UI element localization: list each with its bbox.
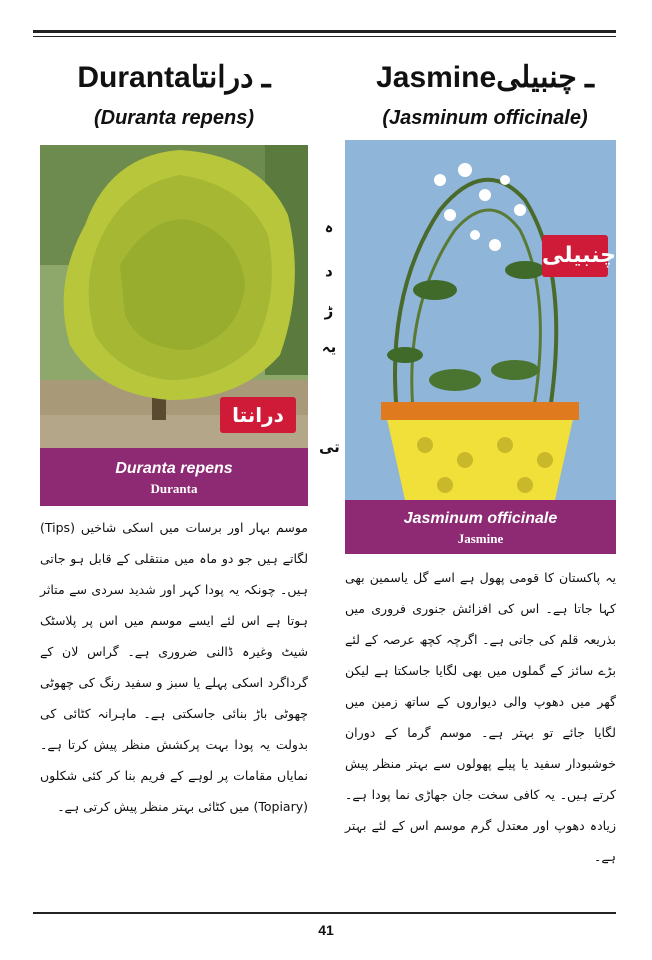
duranta-caption-scientific: Duranta repens: [115, 460, 233, 477]
jasmine-title-en: Jasmine: [376, 61, 497, 94]
bottom-rule: [33, 912, 616, 914]
jasmine-title: [345, 60, 625, 95]
vertical-char: تی: [319, 438, 340, 456]
duranta-paragraph: موسم بہار اور برسات میں اسکی شاخیں (Tips) لگاتے ہیں جو دو ماہ میں منتقلی کے قابل ہو جاتی ہیں۔ چونکہ یہ پودا کہر اور شدید سردی سے متاثر ہوتا ہے اس لئے ایسے موسم میں اس پر پلاسٹک شیٹ وغیرہ ڈالنی ضروری ہے۔ گراس لان کے گرداگرد اسکی پہلے یا سبز و سفید رنگ کی چھوٹی چھوٹی باڑ بنائی جاسکتی ہے۔ ماہرانہ کٹائی کی بدولت یہ پودا بہت پرکشش منظر پیش کرتا ہے۔ نمایاں مقامات پر لوہے کے فریم بنا کر کئی شکلوں (Topiary) میں کٹائی بہتر منظر پیش کرتی ہے۔: [40, 520, 308, 814]
jasmine-subtitle: (Jasminum officinale): [382, 107, 588, 129]
top-rule-thin: [33, 36, 616, 37]
top-rule: [33, 30, 616, 33]
vertical-char: ہ: [324, 218, 334, 236]
jasmine-badge: چنبیلی: [542, 235, 608, 277]
duranta-subtitle: (Duranta repens): [93, 107, 255, 129]
jasmine-caption: [345, 500, 616, 554]
vertical-char: ڑ: [324, 302, 334, 320]
duranta-photo: [40, 145, 308, 448]
duranta-title-en: Duranta: [77, 61, 191, 94]
jasmine-caption-common: Jasmine: [457, 531, 504, 546]
duranta-caption-common: Duranta: [150, 481, 198, 496]
jasmine-photo: [345, 140, 616, 500]
duranta-caption: [40, 448, 308, 506]
duranta-title: [40, 60, 308, 95]
jasmine-plant-illustration: [345, 140, 616, 500]
duranta-badge: درانتا: [220, 397, 296, 433]
page-number: 41: [318, 922, 334, 938]
vertical-char: یہ: [321, 338, 337, 356]
vertical-char: د: [325, 262, 333, 280]
duranta-title-ur: ـ درانتا: [190, 61, 271, 94]
jasmine-title-ur: ـ چنبیلی: [496, 61, 594, 94]
jasmine-paragraph: یہ پاکستان کا قومی پھول ہے اسے گل یاسمین بھی کہا جاتا ہے۔ اس کی افزائش جنوری فروری میں بذریعہ قلم کی جاتی ہے۔ اگرچہ کچھ عرصہ کے لئے بڑے سائز کے گملوں میں بھی لگایا جاسکتا ہے لیکن گھر میں دھوپ والی دیواروں کے ساتھ زمین میں لگایا جائے تو بہتر ہے۔ موسم گرما کے دوران خوشبودار سفید یا پیلے پھولوں سے بہتر منظر پیش کرتے ہیں۔ یہ کافی سخت جان جھاڑی نما پودا ہے۔ زیادہ دھوپ اور معتدل گرم موسم اس کے لئے بہتر ہے۔: [345, 570, 616, 864]
jasmine-caption-scientific: Jasminum officinale: [403, 510, 558, 527]
